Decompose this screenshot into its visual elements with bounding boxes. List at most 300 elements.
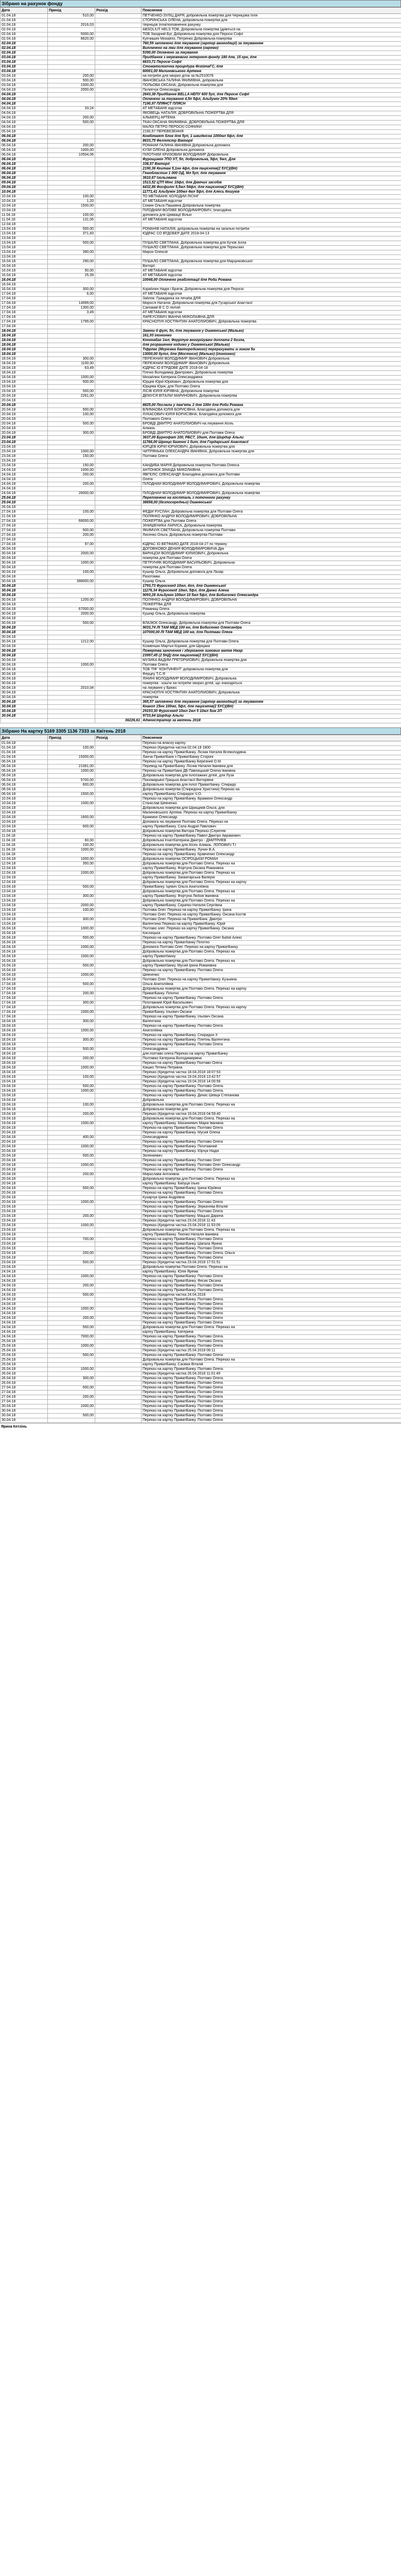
row-date: 18.04.18 (1, 1033, 48, 1038)
table-row (1, 510, 401, 515)
row-desc: Разотомки (142, 575, 401, 580)
row-desc: БРОВДІ ДМИТРО АНАТОЛІЙОВИЧ на лікування Аїсеь (142, 422, 401, 427)
row-expense (95, 260, 142, 264)
row-income: 5000,00 (48, 32, 95, 37)
row-date: 30.04.18 (1, 691, 48, 696)
row-date: 06.04.18 (1, 774, 48, 778)
row-expense (95, 1302, 142, 1307)
row-expense (95, 1335, 142, 1340)
table-row (1, 468, 401, 473)
row-income: 500,00 (48, 1293, 95, 1298)
table-row (1, 130, 401, 134)
row-date: 13.04.18 (1, 236, 48, 241)
row-desc: Добровільна пожертва для Полтаво Олега. Переказ на (142, 1228, 401, 1233)
row-desc: Кушнір Ольга (142, 580, 401, 584)
row-expense (95, 28, 142, 32)
row-desc: Добровільна пожертва для Полтаво Олега. Переказ на картку (142, 1006, 401, 1010)
row-date: 03.04.18 (1, 65, 48, 70)
row-expense (95, 969, 142, 973)
table-row (1, 829, 401, 834)
row-date: 20.04.18 (1, 1191, 48, 1196)
row-desc: АТ МЕТАБАНК відсотки (142, 274, 401, 278)
row-desc: Переказ на картку ПриватБанку. Полтаво Олега. (142, 1298, 401, 1302)
row-income: 100,00 (48, 570, 95, 575)
row-desc: Кораблин Надія і Братів, Добровільна пожертва для Пероскі (142, 287, 401, 292)
row-income (48, 1117, 95, 1122)
row-expense (95, 556, 142, 561)
row-income (48, 584, 95, 589)
row-desc (142, 399, 401, 403)
row-expense (95, 32, 142, 37)
row-income: 1500,00 (48, 204, 95, 209)
row-desc: ДОГОВІКОВОЇ ДЕНИЯ ВОЛОДИМИРОВИЧА Дрк (142, 547, 401, 552)
table-row (1, 524, 401, 529)
row-desc: Переказ на картку ПриватБанку. Бражмон Олександр (142, 797, 401, 802)
table-row (1, 1233, 401, 1238)
table-row (1, 185, 401, 190)
row-date: 30.04.18 (1, 1409, 48, 1414)
table-row (1, 417, 401, 422)
row-date: 23.04.18 (1, 440, 48, 445)
row-desc: Переказ на картку ПриватБанку. Полтаво Олега (142, 1256, 401, 1261)
section1-title: Зібрано на рахунок фонду (0, 0, 401, 7)
row-date: 16.04.18 (1, 978, 48, 982)
row-date: 30.04.18 (1, 668, 48, 672)
row-expense (95, 125, 142, 130)
table-row (1, 51, 401, 56)
row-date: 17.04.18 (1, 982, 48, 987)
row-date: 24.04.18 (1, 1298, 48, 1302)
row-desc: АТ МЕТАБАНК відсотки (142, 269, 401, 274)
row-expense (95, 329, 142, 334)
row-date: 04.04.18 (1, 107, 48, 111)
col-income-header: Прихід (48, 8, 95, 14)
row-income (48, 1256, 95, 1261)
row-desc: Михайлюк Катерина Олександрівна (142, 376, 401, 380)
row-desc: Переказ на картку ПриватБанку. Полтаво Олега (142, 1238, 401, 1242)
table-row (1, 1080, 401, 1084)
row-expense (95, 19, 142, 23)
row-desc: Переказ на картку ПриватБанку. Полтаво Олега (142, 1043, 401, 1047)
row-expense (95, 668, 142, 672)
row-date: 19.04.18 (1, 1117, 48, 1122)
row-desc: Переказ на картку ПриватБанку. Мусий Олена (142, 1131, 401, 1136)
row-date: 30.04.18 (1, 580, 48, 584)
row-expense (95, 783, 142, 788)
table-row (1, 83, 401, 88)
row-date: 25.04.18 (1, 1363, 48, 1367)
table-row (1, 941, 401, 945)
table-row (1, 1126, 401, 1131)
row-desc: Переказ на картку ПриватБанку. Полтаво Олега (142, 1168, 401, 1173)
table-row (1, 269, 401, 274)
row-expense (95, 1228, 142, 1233)
row-expense (95, 1010, 142, 1015)
row-expense (95, 1103, 142, 1108)
row-income (48, 56, 95, 60)
row-desc: картку ПриватБанку. Маханкевич Марія Іванівна (142, 1122, 401, 1126)
row-expense (95, 158, 142, 162)
row-date: 21.04.18 (1, 515, 48, 519)
row-expense (95, 1400, 142, 1404)
row-income (48, 760, 95, 765)
row-expense (95, 1163, 142, 1168)
row-expense (95, 287, 142, 292)
row-expense (95, 682, 142, 686)
row-date: 13.04.18 (1, 899, 48, 904)
row-income (48, 631, 95, 635)
row-date: 17.04.18 (1, 311, 48, 315)
row-desc: Пономарьвої Грицька Анастасії Вікторівни (142, 778, 401, 783)
table-row (1, 783, 401, 788)
row-date: 23.04.18 (1, 1205, 48, 1210)
col-date-header: Дата (1, 8, 48, 14)
row-income: 500,00 (48, 1084, 95, 1089)
row-desc: Семин Ольга Пашківна Добровільна пожертва (142, 204, 401, 209)
row-income: 1200,00 (48, 598, 95, 603)
row-income: 500,00 (48, 227, 95, 232)
table-row (1, 741, 401, 746)
row-desc: 1513,52 ЦТП Мінс 10фл, для Дівочих засобів (142, 181, 401, 185)
row-desc: Переказ на картку ПриватБанку. Ільєвич Оксана (142, 1015, 401, 1020)
row-expense (95, 274, 142, 278)
table-row (1, 1349, 401, 1353)
row-income (48, 487, 95, 492)
row-desc: Переказ на картку ПриватБанку. Кравченко Олександр (142, 853, 401, 857)
row-desc: ПОЛЯНКО АНДРІЙ ВОЛОДИМИРОВИЧ, ДОБРОВІЛЬНА (142, 598, 401, 603)
row-date: 10.04.18 (1, 199, 48, 204)
row-desc: Переказ на картку Приватбанку Пілотно (142, 941, 401, 945)
row-date: 20.04.18 (1, 1149, 48, 1154)
row-date: 10.04.18 (1, 825, 48, 829)
row-income: 1000,00 (48, 769, 95, 774)
row-income (48, 1247, 95, 1251)
row-desc: Переказ на картку ПриватБанку. Лунин В.А. (142, 848, 401, 853)
row-desc: ПриватБанку. Пілотко (142, 992, 401, 996)
row-date: 27.04.18 (1, 529, 48, 533)
row-income: 1000,00 (48, 1200, 95, 1205)
row-expense (95, 482, 142, 487)
table-row (1, 598, 401, 603)
table-row (1, 691, 401, 696)
row-expense (95, 1145, 142, 1149)
table-row (1, 1293, 401, 1298)
col-expense-header: Розхід (95, 735, 142, 741)
row-expense (95, 1177, 142, 1182)
row-date: 02.04.18 (1, 37, 48, 42)
row-date: 18.04.18 (1, 357, 48, 362)
row-date: 13.04.18 (1, 913, 48, 918)
row-expense (95, 65, 142, 70)
table-row (1, 371, 401, 376)
table-row (1, 538, 401, 543)
row-expense (95, 945, 142, 950)
row-desc: 338,57 Вікторії (142, 162, 401, 167)
row-income: 8620,00 (48, 37, 95, 42)
row-desc: Переказ (Кредитна частка 23.04.2018 11:43 (142, 1219, 401, 1224)
row-date: 23.04.18 (1, 1265, 48, 1270)
row-date: 16.04.18 (1, 278, 48, 283)
row-expense (95, 417, 142, 422)
row-expense (95, 510, 142, 515)
row-desc: Стоматологічна процедура ФізійтаГС, для (142, 65, 401, 70)
row-expense (95, 811, 142, 816)
table-row (1, 788, 401, 792)
row-date: 04.04.18 (1, 125, 48, 130)
table-row (1, 1330, 401, 1335)
table-row (1, 389, 401, 394)
table-row (1, 547, 401, 552)
row-desc: Переказ на картку ПриватБанку. Денис Шевця Степанова (142, 1094, 401, 1098)
row-date: 20.04.18 (1, 1163, 48, 1168)
row-date: 18.04.18 (1, 1052, 48, 1057)
row-expense (95, 686, 142, 691)
table-row (1, 399, 401, 403)
row-date: 02.04.18 (1, 51, 48, 56)
table-row (1, 709, 401, 714)
row-income (48, 1006, 95, 1010)
row-date: 01.04.18 (1, 755, 48, 760)
row-date: 13.04.18 (1, 894, 48, 899)
row-date: 18.04.18 (1, 1024, 48, 1029)
row-income: 200,00 (48, 1316, 95, 1321)
row-income: 21061,00 (48, 765, 95, 769)
row-desc: для розрашення ходимо у Ошмянської (Малько) (142, 343, 401, 348)
row-date: 30.04.18 (1, 714, 48, 719)
table-row (1, 464, 401, 468)
row-income: 2000,00 (48, 904, 95, 908)
table-row (1, 1381, 401, 1386)
row-date: 25.04.18 (1, 1349, 48, 1353)
row-date: 25.04.18 (1, 1340, 48, 1344)
row-desc (142, 223, 401, 227)
row-date: 30.04.18 (1, 575, 48, 580)
table-row (1, 111, 401, 116)
row-date: 16.04.18 (1, 287, 48, 292)
row-date: 25.04.18 (1, 1344, 48, 1349)
row-income: 6,00 (48, 292, 95, 297)
table-row (1, 543, 401, 547)
row-date: 24.04.18 (1, 473, 48, 478)
row-income (48, 1131, 95, 1136)
row-date: 30.04.18 (1, 635, 48, 640)
row-date: 20.04.18 (1, 1159, 48, 1163)
row-income (48, 820, 95, 825)
row-income: 2000,00 (48, 612, 95, 617)
table-row (1, 431, 401, 436)
row-income (48, 343, 95, 348)
row-date: 23.04.18 (1, 436, 48, 440)
row-income (48, 1168, 95, 1173)
row-desc: Комбіпакет блок для 5уп, 1 швидкісна 1000мл 5фл, для (142, 134, 401, 139)
table-row (1, 1140, 401, 1145)
row-income (48, 1015, 95, 1020)
row-income: 100,00 (48, 1103, 95, 1108)
row-date: 04.04.18 (1, 93, 48, 97)
table-row (1, 357, 401, 362)
table-row (1, 1214, 401, 1219)
table-row (1, 1066, 401, 1071)
row-income (48, 1191, 95, 1196)
row-date: 20.04.18 (1, 1168, 48, 1173)
table-row (1, 649, 401, 654)
row-income: 398000,00 (48, 580, 95, 584)
row-desc: 161,93 Ілоніонко (142, 334, 401, 338)
row-expense (95, 543, 142, 547)
row-expense (95, 56, 142, 60)
row-expense (95, 515, 142, 519)
row-desc: пожертва для Полтави Олега (142, 556, 401, 561)
row-income: 200,00 (48, 482, 95, 487)
row-desc: Переказ на картку ПриватБанку Полтаво Олега (142, 1061, 401, 1066)
row-desc: Виплачено на ліки для лікування (окремо) (142, 46, 401, 51)
table-row (1, 172, 401, 176)
table-row (1, 1131, 401, 1136)
row-expense (95, 524, 142, 529)
row-date: 20.04.18 (1, 1173, 48, 1177)
row-expense (95, 714, 142, 719)
row-income (48, 1033, 95, 1038)
row-income (48, 1149, 95, 1154)
row-desc: Переказ на картку ПриватБанку. Полтаво Олега. (142, 1335, 401, 1340)
row-income: 300,00 (48, 1377, 95, 1381)
row-expense (95, 399, 142, 403)
row-expense (95, 598, 142, 603)
row-expense (95, 1386, 142, 1391)
row-income (48, 996, 95, 1001)
row-income (48, 1358, 95, 1363)
row-date: 27.04.18 (1, 1395, 48, 1400)
row-desc: ПІЛОДНИЙ ВОЛОДИМИР ВОЛОДИМИРОВИЧ, Добровільна пожертва (142, 492, 401, 496)
row-expense (95, 1307, 142, 1312)
table-row (1, 1024, 401, 1029)
table-row (1, 1089, 401, 1094)
card-table-body (1, 741, 401, 1423)
row-income: 700,00 (48, 1238, 95, 1242)
row-date: 10.04.18 (1, 204, 48, 209)
table-row (1, 1061, 401, 1066)
row-income (48, 1043, 95, 1047)
table-row (1, 88, 401, 93)
row-desc: Заміни 6 фут, 5п, для лікування у Ошмянської (Малько) (142, 329, 401, 334)
row-income (48, 167, 95, 172)
row-date: 24.04.18 (1, 1330, 48, 1335)
row-date: 27.04.18 (1, 524, 48, 529)
table-row (1, 890, 401, 894)
row-date: 02.04.18 (1, 46, 48, 51)
row-expense (95, 927, 142, 931)
row-expense (95, 1284, 142, 1289)
row-desc: Переказ на картку ПриватБанку. Фесик Оксана (142, 1279, 401, 1284)
row-desc: Полтаво Олег. Переказ на картку ПриватБанку. Оксана Костів (142, 913, 401, 918)
row-expense (95, 996, 142, 1001)
table-row (1, 427, 401, 431)
table-row (1, 1224, 401, 1228)
row-income (48, 594, 95, 598)
row-desc: Бражмон Олександр (142, 816, 401, 820)
row-income (48, 1381, 95, 1386)
row-income: 1000,00 (48, 376, 95, 380)
table-row (1, 1071, 401, 1075)
table-row (1, 1182, 401, 1187)
table-row (1, 806, 401, 811)
row-date: 16.04.18 (1, 950, 48, 955)
row-desc: АТ МЕТАБАНК відсотки (142, 218, 401, 223)
row-desc: ЯКИМЧУК СВЄТЛАНА, Добровільна пожертва Полтави (142, 529, 401, 533)
table-row (1, 635, 401, 640)
row-expense (95, 1372, 142, 1377)
row-date: 27.04.18 (1, 1391, 48, 1395)
row-date: 24.04.18 (1, 478, 48, 482)
table-row (1, 278, 401, 283)
table-row (1, 459, 401, 464)
table-row (1, 515, 401, 519)
row-income: 10504,06 (48, 153, 95, 158)
table-row (1, 927, 401, 931)
row-date: 23.04.18 (1, 464, 48, 468)
table-row (1, 1117, 401, 1122)
row-expense (95, 1159, 142, 1163)
row-desc: ТКАЧ ОКСАНА ЯКИМІВНА, ДОБРОВІЛЬНА ПОЖЕРТВА ДЛЯ (142, 121, 401, 125)
row-income (48, 1219, 95, 1224)
row-income (48, 515, 95, 519)
row-date: 19.04.18 (1, 1103, 48, 1108)
row-expense (95, 371, 142, 376)
row-expense (95, 422, 142, 427)
row-date: 03.04.18 (1, 70, 48, 74)
table-row (1, 65, 401, 70)
row-income: 1212,00 (48, 640, 95, 645)
row-income (48, 162, 95, 167)
row-income (48, 158, 95, 162)
table-row (1, 348, 401, 352)
row-income: 500,00 (48, 241, 95, 246)
table-row (1, 1006, 401, 1010)
table-row (1, 755, 401, 760)
row-income: 1000,00 (48, 1275, 95, 1279)
row-expense (95, 1089, 142, 1094)
row-desc: ВАРНЦОЙ ВОЛОДИМИР ЮЛІЙОВИЧ, Добровільна (142, 552, 401, 556)
row-desc: МУЗИКА ВАДИМ ГРЕГОРІЙОВИЧ, Добровільна пожертва для (142, 658, 401, 663)
row-income (48, 829, 95, 834)
row-income (48, 880, 95, 885)
table-row (1, 74, 401, 79)
row-date: 03.04.18 (1, 60, 48, 65)
row-income (48, 338, 95, 343)
row-date: 30.04.18 (1, 631, 48, 635)
row-date: 10.04.18 (1, 802, 48, 806)
table-row (1, 148, 401, 153)
row-income (48, 969, 95, 973)
row-income (48, 1289, 95, 1293)
row-desc: Оплачено за лікування 4,5п 5фл, Альбумін 20% 50мл (142, 97, 401, 102)
row-desc: Переказ на картку ПриватБанку. Полтаво Олега. (142, 1377, 401, 1381)
row-date: 30.04.18 (1, 1414, 48, 1418)
row-desc: 9093,28 Альбумін 100мл 10 5мл 5фл, для Бобисенко Олександра (142, 594, 401, 598)
row-expense (95, 37, 142, 42)
row-date: 23.04.18 (1, 1251, 48, 1256)
table-row (1, 287, 401, 292)
row-income: 500,00 (48, 964, 95, 969)
table-row (1, 816, 401, 820)
table-row (1, 116, 401, 121)
row-date: 30.04.18 (1, 607, 48, 612)
row-income: 100,00 (48, 746, 95, 751)
table-row (1, 482, 401, 487)
row-date: 30.04.18 (1, 1404, 48, 1409)
table-row (1, 765, 401, 769)
row-expense (95, 362, 142, 366)
